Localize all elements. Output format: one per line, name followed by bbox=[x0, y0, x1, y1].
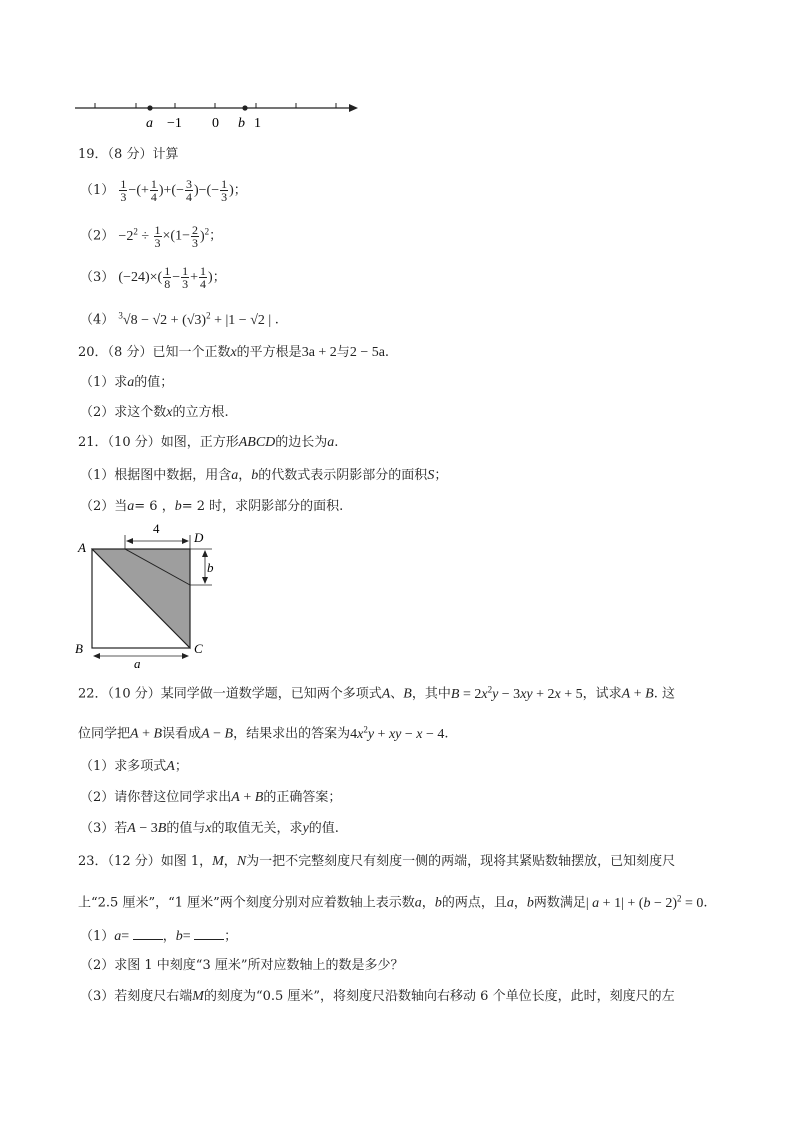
label-a: a bbox=[146, 116, 153, 131]
answer-blank-a[interactable] bbox=[133, 927, 163, 940]
q23-part2: （2）求图 1 中刻度“3 厘米”所对应数轴上的数是多少？ bbox=[80, 958, 404, 973]
q19-part4: （4） $^3√8 - √2 + (√3)^2 + |1 - √2$ | . bbox=[80, 310, 279, 328]
q22-line2: 位同学把A + B误看成A − B，结果求出的答案为$4x^2y$ + xy − x − 4. bbox=[78, 724, 449, 742]
q19-part1: （1） $\frac{1}{3}$ −(+ $\frac{1}{4}$ )+(− $\frac{3}{4}$ )−(− $\frac{1}{3}$ )； bbox=[80, 177, 247, 204]
q23-part1: （1）a= ，b= ； bbox=[80, 929, 238, 944]
vertex-c: C bbox=[194, 641, 203, 656]
vertex-d: D bbox=[194, 530, 204, 545]
q22-part3: （3）若A − 3B的值与x的取值无关，求y的值. bbox=[80, 821, 339, 836]
q23-part3: （3）若刻度尺右端M的刻度为“0.5 厘米”，将刻度尺沿数轴向右移动 6 个单位长度，此时，刻度尺的左 bbox=[80, 989, 675, 1004]
q21-part2: （2）当a= 6 ，b= 2 时，求阴影部分的面积. bbox=[80, 499, 344, 514]
q22-part1: （1）求多项式A； bbox=[80, 759, 188, 774]
q22-part2: （2）请你替这位同学求出A + B的正确答案； bbox=[80, 790, 342, 805]
q22-line1: 22．（10 分）某同学做一道数学题，已知两个多项式A、B，其中$B = 2x^2y - 3xy + 2x + 5$，试求A + B. 这 bbox=[78, 684, 675, 702]
q19-part3: （3） (−24)×( $\frac{1}{8}$ − $\frac{1}{3}$ + $\frac{1}{4}$ )； bbox=[80, 264, 226, 291]
answer-blank-b[interactable] bbox=[194, 927, 224, 940]
vertex-a: A bbox=[78, 540, 86, 555]
q23-line2: 上“2.5 厘米”，“1 厘米”两个刻度分别对应着数轴上表示数a，b的两点，且a，b两数满足| $a + 1| + (b - 2)^2 = 0$. bbox=[78, 893, 708, 911]
point-a bbox=[147, 105, 152, 110]
q21-part1: （1）根据图中数据，用含a，b的代数式表示阴影部分的面积S； bbox=[80, 468, 448, 483]
q21-header: 21．（10 分）如图，正方形ABCD的边长为a. bbox=[78, 435, 339, 450]
point-b bbox=[242, 105, 247, 110]
q20-part1: （1）求a的值； bbox=[80, 375, 174, 390]
label-side-b: b bbox=[207, 560, 214, 575]
label-top-4: 4 bbox=[153, 521, 160, 536]
square-figure bbox=[72, 520, 222, 670]
q19-header: 19．（8 分）计算 bbox=[78, 147, 179, 162]
q20-part2: （2）求这个数x的立方根. bbox=[80, 405, 229, 420]
label-b: b bbox=[238, 116, 245, 131]
label-neg1: −1 bbox=[167, 116, 182, 131]
label-0: 0 bbox=[212, 116, 219, 131]
number-line bbox=[70, 96, 370, 132]
q20-header: 20．（8 分）已知一个正数x的平方根是3a + 2与2 − 5a. bbox=[78, 345, 390, 360]
label-1: 1 bbox=[254, 116, 261, 131]
q19-part2: $(2) -2^2$ ÷ $\frac{1}{3}$ ×(1− $\frac{2}{3}$ )$^2$； bbox=[80, 222, 223, 250]
vertex-b: B bbox=[75, 641, 83, 656]
q23-line1: 23．（12 分）如图 1，M，N为一把不完整刻度尺有刻度一侧的两端，现将其紧贴数轴摆放，已知刻度尺 bbox=[78, 854, 676, 869]
label-bottom-a: a bbox=[134, 656, 141, 670]
